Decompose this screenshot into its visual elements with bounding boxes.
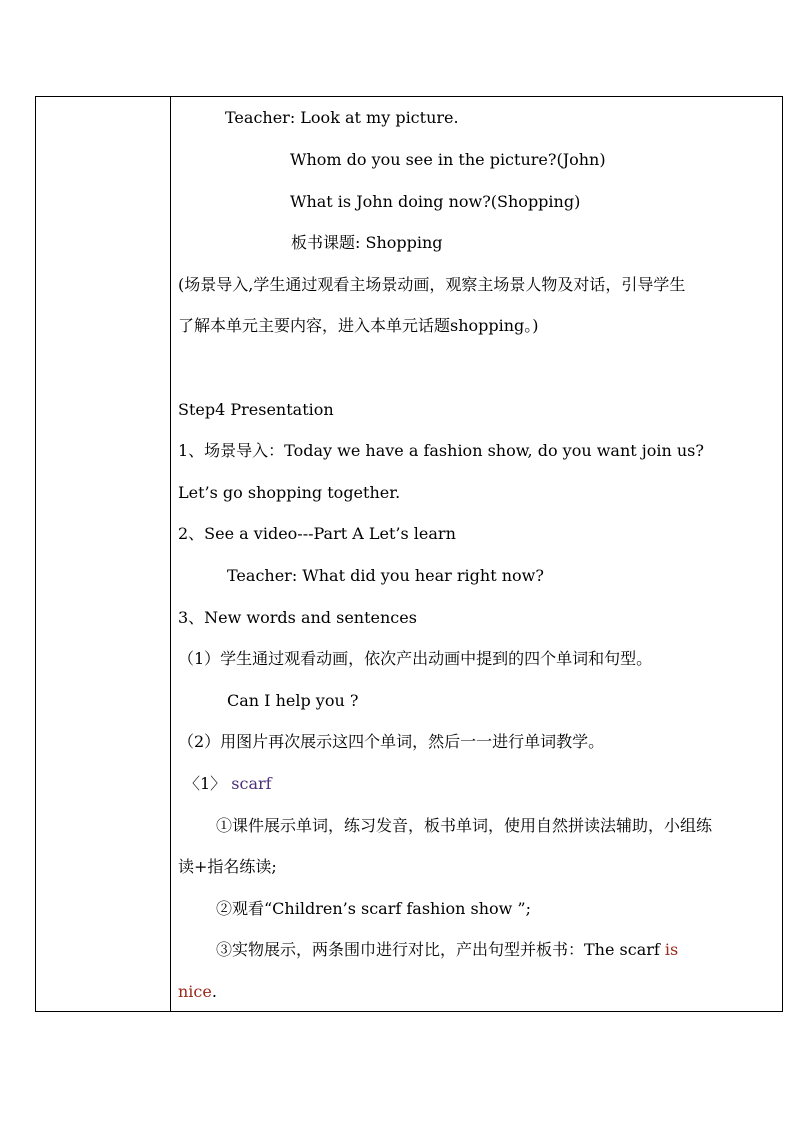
step-3-line-1 [216,940,678,960]
question-what: What is John doing now?(Shopping) [290,192,581,211]
note-line-2: 了解本单元主要内容，进入本单元话题shopping。) [178,316,539,335]
sub-item-1: （1）学生通过观看动画，依次产出动画中提到的四个单词和句型。 [178,649,653,668]
step-1-line-1: ①课件展示单词，练习发音，板书单词，使用自然拼读法辅助，小组练 [216,816,713,835]
item-1-line-2: Let’s go shopping together. [178,483,401,502]
item-1-line-1: 1、场景导入：Today we have a fashion show, do you want join us? [178,441,704,460]
item-2-video: 2、See a video---Part A Let’s learn [178,524,456,543]
step-3-nice: nice [178,982,212,1001]
item-3-heading: 3、New words and sentences [178,608,417,627]
left-column-cell [36,97,171,1011]
question-whom: Whom do you see in the picture?(John) [290,150,606,169]
step-3-highlight: is [664,940,679,959]
sub-item-2: （2）用图片再次展示这四个单词，然后一一进行单词教学。 [178,732,605,751]
word-item [184,774,272,794]
word-number: 〈1〉 [184,774,227,793]
teacher-question: Teacher: What did you hear right now? [227,566,544,585]
step-3-line-2 [178,982,217,1002]
step-1-line-2: 读+指名练读; [178,857,277,876]
note-line-1: (场景导入,学生通过观看主场景动画，观察主场景人物及对话，引导学生 [178,275,686,294]
step-3-text: ③实物展示，两条围巾进行对比，产出句型并板书：The scarf [216,940,665,959]
step-3-period: . [211,982,217,1001]
step-2: ②观看“Children’s scarf fashion show ”; [216,899,531,918]
sentence-help: Can I help you ? [227,691,359,710]
word-scarf: scarf [231,774,272,793]
teacher-line-1: Teacher: Look at my picture. [225,108,459,127]
board-topic: 板书课题: Shopping [291,233,443,252]
step4-heading: Step4 Presentation [178,400,334,419]
